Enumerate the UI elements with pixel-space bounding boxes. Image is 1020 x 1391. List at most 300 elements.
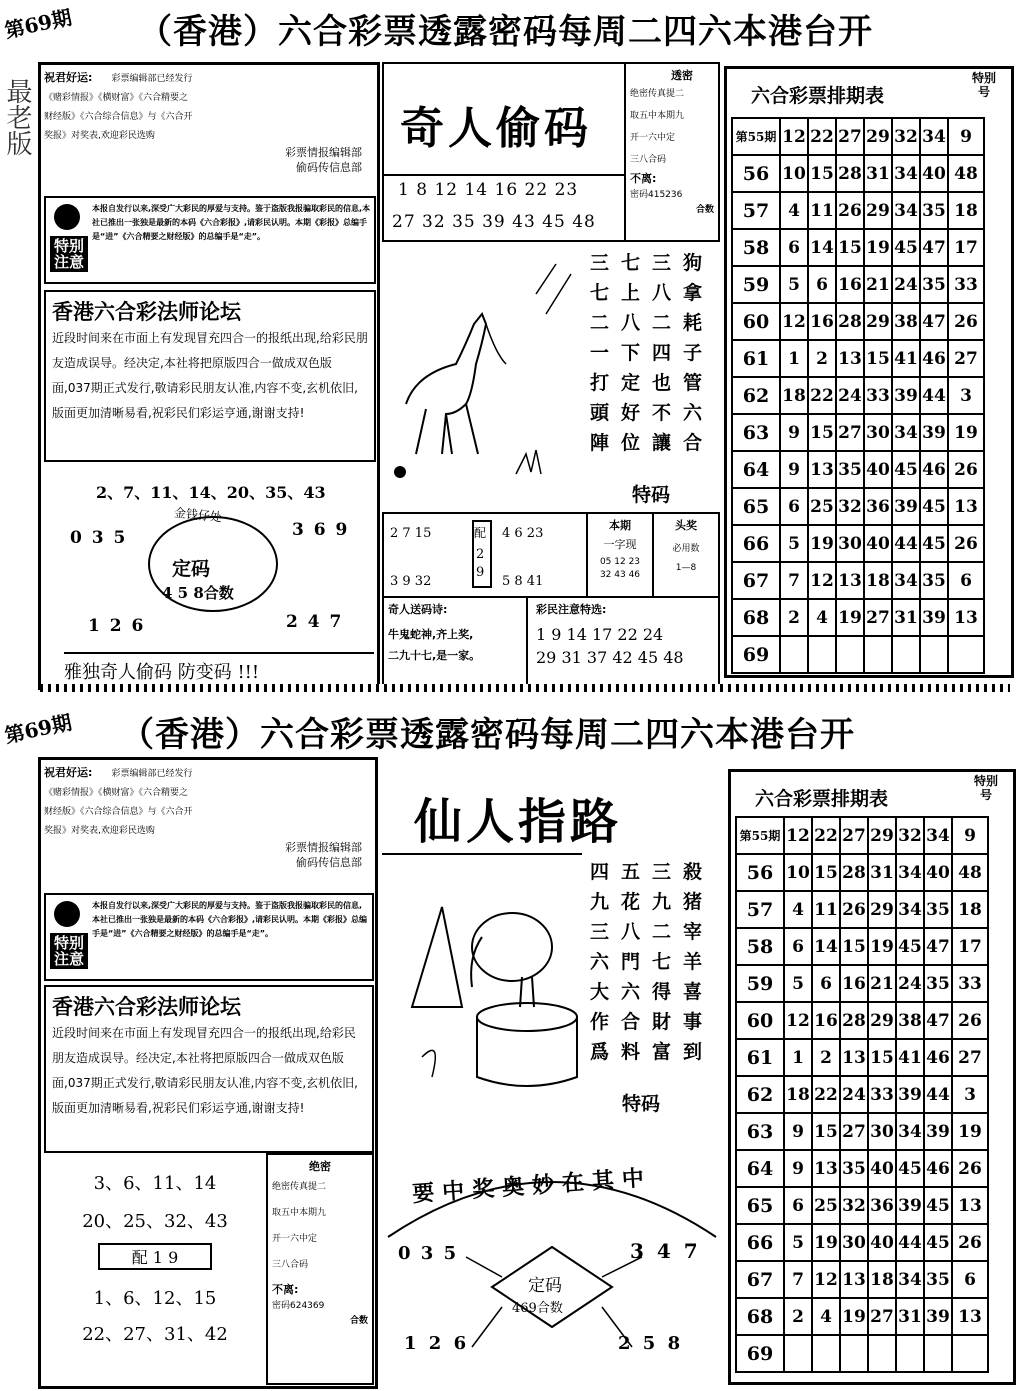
schedule-number: 33 — [868, 1076, 896, 1113]
schedule-special: 26 — [948, 451, 984, 488]
schedule-number: 4 — [808, 599, 836, 636]
schedule-row — [732, 525, 984, 562]
poem-char: 下 — [621, 342, 641, 364]
schedule-row — [736, 1039, 988, 1076]
schedule-number: 35 — [836, 451, 864, 488]
list-line: 20、25、32、43 — [82, 1211, 228, 1232]
schedule-period: 57 — [732, 192, 780, 229]
poem-columns — [590, 857, 702, 1067]
greeting-line: 彩票编辑部已经发行 — [111, 769, 193, 779]
schedule-period: 第55期 — [736, 817, 784, 854]
poem-char: 定 — [621, 372, 641, 394]
schedule-special: 17 — [948, 229, 984, 266]
schedule-special: 19 — [948, 414, 984, 451]
notice-text: 本报自发行以来,深受广大彩民的厚爱与支持。鉴于盗版我报骗取彩民的信息,本社已推出一张独是最新的本码《六合彩报》,请彩民认明。本期《彩报》总编手是“进”《六合精要之财经版》的总编手是“走”。 — [92, 901, 368, 938]
poem-char: 合 — [683, 432, 703, 454]
secret-line: 取五中本期九 — [272, 1208, 327, 1218]
poem-char: 九 — [652, 891, 672, 913]
poem-char: 位 — [621, 432, 641, 454]
schedule-number: 35 — [920, 562, 948, 599]
schedule-special: 6 — [948, 562, 984, 599]
schedule-title: 六合彩票排期表 — [755, 788, 889, 810]
schedule-number: 28 — [840, 1002, 868, 1039]
poem-char: 富 — [652, 1041, 672, 1063]
schedule-number: 39 — [920, 414, 948, 451]
forum-body: 近段时间来在市面上有发现冒充四合一的报纸出现,给彩民朋友造成误导。经决定,本社将把原版四合一做成双色版面,037期正式发行,敬请彩民朋友认准,内容不变,玄机依旧,版面更加清晰易看,祝彩民们彩运亨通,谢谢支持! — [52, 331, 368, 420]
poem-char: 六 — [590, 951, 610, 973]
schedule-period: 59 — [736, 965, 784, 1002]
schedule-row — [736, 928, 988, 965]
schedule-row — [732, 340, 984, 377]
schedule-number: 24 — [836, 377, 864, 414]
schedule-number — [896, 1335, 924, 1372]
schedule-number: 34 — [920, 118, 948, 155]
bottom-panel — [0, 695, 1020, 1390]
schedule-number: 32 — [836, 488, 864, 525]
schedule-special: 17 — [952, 928, 988, 965]
schedule-row — [736, 1335, 988, 1372]
schedule-number: 13 — [840, 1039, 868, 1076]
schedule-number: 27 — [836, 118, 864, 155]
schedule-period: 68 — [732, 599, 780, 636]
schedule-number: 25 — [812, 1187, 840, 1224]
schedule-number: 16 — [836, 266, 864, 303]
schedule-number: 18 — [780, 377, 808, 414]
schedule-number: 2 — [784, 1298, 812, 1335]
poem-char: 二 — [590, 312, 610, 334]
poem-char: 七 — [652, 951, 672, 973]
schedule-period: 62 — [732, 377, 780, 414]
poem-char: 七 — [621, 252, 641, 274]
schedule-number: 40 — [920, 155, 948, 192]
schedule-number: 33 — [864, 377, 892, 414]
secret-code: 密码415236 — [630, 190, 683, 200]
schedule-special: 26 — [952, 1150, 988, 1187]
tema-label: 特码 — [622, 1093, 661, 1115]
poem-char: 陣 — [590, 432, 610, 454]
greeting-line: 彩票编辑部已经发行 — [111, 74, 193, 84]
schedule-table — [731, 117, 985, 674]
oval-right-top: 3 6 9 — [292, 520, 350, 540]
poem-col-3 — [683, 857, 702, 1067]
schedule-special: 9 — [948, 118, 984, 155]
schedule-row — [732, 451, 984, 488]
secret-heshu: 合数 — [349, 1316, 368, 1326]
greeting-sign: 偷码传信息部 — [296, 161, 362, 174]
poem-columns — [590, 248, 702, 458]
schedule-period: 63 — [736, 1113, 784, 1150]
schedule-special: 33 — [948, 266, 984, 303]
greeting-box — [44, 761, 374, 889]
illustration-area — [382, 857, 722, 1147]
list-pei: 配 1 9 — [98, 1243, 212, 1270]
schedule-number: 31 — [864, 155, 892, 192]
schedule-number: 4 — [780, 192, 808, 229]
schedule-number: 1 — [784, 1039, 812, 1076]
poem-char: 上 — [621, 282, 641, 304]
schedule-number: 14 — [808, 229, 836, 266]
schedule-number: 26 — [836, 192, 864, 229]
notice-box — [44, 196, 376, 284]
schedule-special: 13 — [952, 1298, 988, 1335]
poem-char: 八 — [621, 312, 641, 334]
schedule-number: 41 — [896, 1039, 924, 1076]
forum-box — [44, 985, 374, 1153]
schedule-number: 6 — [808, 266, 836, 303]
poem-char: 殺 — [683, 861, 703, 883]
slogan: 雅独奇人偷码 防变码 !!! — [64, 652, 374, 684]
bomb-icon — [54, 204, 80, 230]
schedule-number — [836, 636, 864, 673]
schedule-number: 16 — [808, 303, 836, 340]
schedule-row — [736, 1224, 988, 1261]
schedule-special: 18 — [952, 891, 988, 928]
schedule-number: 15 — [864, 340, 892, 377]
schedule-period: 63 — [732, 414, 780, 451]
arc-text: 要中奖奥妙在其中 — [411, 1164, 653, 1208]
schedule-number: 6 — [812, 965, 840, 1002]
schedule-number: 15 — [868, 1039, 896, 1076]
schedule-period: 69 — [732, 636, 780, 673]
schedule-number: 14 — [812, 928, 840, 965]
schedule-number: 25 — [808, 488, 836, 525]
schedule-number: 7 — [780, 562, 808, 599]
poem-char: 大 — [590, 981, 610, 1003]
schedule-period: 65 — [732, 488, 780, 525]
qiren-poem-line: 牛鬼蛇神,齐上奖, — [388, 628, 474, 641]
poem-col-3 — [683, 248, 702, 458]
side-label: 最老版 — [2, 78, 32, 156]
secret-box — [624, 62, 720, 242]
poem-char: 狗 — [683, 252, 703, 274]
grid-mid-top: 配 — [474, 526, 487, 540]
bomb-icon — [54, 901, 80, 927]
schedule-number: 2 — [780, 599, 808, 636]
poem-char: 管 — [683, 372, 703, 394]
schedule-row — [736, 1298, 988, 1335]
oval-top-numbers: 2、7、11、14、20、35、43 — [96, 483, 326, 502]
schedule-number: 27 — [836, 414, 864, 451]
list-line: 1、6、12、15 — [93, 1288, 217, 1309]
grid-right-bottom: 5 8 41 — [502, 574, 544, 589]
schedule-period: 67 — [736, 1261, 784, 1298]
schedule-number: 46 — [920, 451, 948, 488]
schedule-number: 34 — [892, 192, 920, 229]
poem-char: 耗 — [683, 312, 703, 334]
schedule-number: 35 — [920, 266, 948, 303]
schedule-period: 60 — [732, 303, 780, 340]
poem-char: 三 — [652, 861, 672, 883]
benqi-title: 本期 — [609, 519, 631, 532]
grid-right-top: 4 6 23 — [502, 526, 544, 541]
schedule-number: 9 — [780, 451, 808, 488]
schedule-number: 11 — [812, 891, 840, 928]
toujiang-title: 头奖 — [675, 519, 697, 532]
oval-center-sum: 4 5 8合数 — [162, 584, 234, 602]
secret-line: 开一六中定 — [272, 1234, 318, 1244]
schedule-special-header: 特别号 — [971, 71, 996, 99]
oval-area — [44, 466, 376, 642]
diamond-center-sum: 469合数 — [512, 1301, 563, 1316]
schedule-number: 47 — [920, 229, 948, 266]
headline: （香港）六合彩票透露密码每周二四六本港台开 — [138, 12, 873, 52]
schedule-number: 31 — [868, 854, 896, 891]
forum-title: 香港六合彩法师论坛 — [52, 995, 241, 1019]
crane-illustration — [402, 877, 582, 1097]
poem-char: 料 — [621, 1041, 641, 1063]
oval-center-title: 定码 — [172, 558, 211, 580]
schedule-period: 56 — [732, 155, 780, 192]
schedule-number: 32 — [892, 118, 920, 155]
schedule-number: 21 — [864, 266, 892, 303]
schedule-number: 5 — [780, 266, 808, 303]
schedule-number: 9 — [784, 1150, 812, 1187]
schedule-row — [736, 965, 988, 1002]
schedule-row — [736, 891, 988, 928]
schedule-number: 45 — [920, 488, 948, 525]
schedule-special-header: 特别号 — [973, 774, 998, 802]
schedule-number: 38 — [896, 1002, 924, 1039]
schedule-number: 27 — [868, 1298, 896, 1335]
schedule-number: 39 — [896, 1076, 924, 1113]
schedule-special: 33 — [952, 965, 988, 1002]
schedule-number: 13 — [840, 1261, 868, 1298]
schedule-number: 35 — [924, 1261, 952, 1298]
schedule-number: 4 — [812, 1298, 840, 1335]
schedule-number: 44 — [920, 377, 948, 414]
notice-text: 本报自发行以来,深受广大彩民的厚爱与支持。鉴于盗版我报骗取彩民的信息,本社已推出一张独是最新的本码《六合彩报》,请彩民认明。本期《彩报》总编手是“进”《六合精要之财经版》的总编手是“走”。 — [92, 204, 371, 241]
schedule-number: 35 — [840, 1150, 868, 1187]
schedule-number: 39 — [924, 1298, 952, 1335]
schedule-number — [868, 1335, 896, 1372]
poem-char: 到 — [683, 1041, 703, 1063]
caimin-line: 29 31 37 42 45 48 — [536, 648, 684, 667]
schedule-period: 62 — [736, 1076, 784, 1113]
schedule-number: 29 — [868, 817, 896, 854]
poem-col-2 — [652, 857, 671, 1067]
schedule-number: 30 — [868, 1113, 896, 1150]
schedule-number: 12 — [784, 817, 812, 854]
schedule-number: 22 — [808, 118, 836, 155]
schedule-number: 35 — [924, 891, 952, 928]
schedule-number: 15 — [808, 155, 836, 192]
poem-char: 六 — [621, 981, 641, 1003]
toujiang-box — [652, 512, 720, 598]
schedule-number: 5 — [784, 1224, 812, 1261]
schedule-number: 24 — [896, 965, 924, 1002]
schedule-number: 2 — [812, 1039, 840, 1076]
schedule-number: 15 — [840, 928, 868, 965]
schedule-number: 16 — [840, 965, 868, 1002]
schedule-period: 64 — [732, 451, 780, 488]
schedule-number: 2 — [808, 340, 836, 377]
schedule-number: 13 — [812, 1150, 840, 1187]
poem-char: 五 — [621, 861, 641, 883]
schedule-number: 40 — [868, 1224, 896, 1261]
poem-col-1 — [621, 857, 640, 1067]
schedule-special: 26 — [952, 1002, 988, 1039]
schedule-number: 41 — [892, 340, 920, 377]
schedule-period: 60 — [736, 1002, 784, 1039]
schedule-number: 24 — [892, 266, 920, 303]
schedule-number: 31 — [892, 599, 920, 636]
schedule-number: 19 — [812, 1224, 840, 1261]
schedule-number: 28 — [836, 303, 864, 340]
caimin-title: 彩民注意特选: — [536, 603, 607, 616]
schedule-period: 64 — [736, 1150, 784, 1187]
schedule-number: 44 — [892, 525, 920, 562]
schedule-row — [736, 1261, 988, 1298]
diamond-right-top: 3 4 7 — [630, 1239, 701, 1263]
poem-char: 八 — [652, 282, 672, 304]
schedule-number: 19 — [840, 1298, 868, 1335]
title-box — [382, 759, 722, 855]
schedule-number: 12 — [784, 1002, 812, 1039]
schedule-special: 13 — [948, 488, 984, 525]
schedule-number: 32 — [840, 1187, 868, 1224]
schedule-row — [736, 1187, 988, 1224]
tema-label: 特码 — [632, 484, 671, 506]
oval-left-top: 0 3 5 — [70, 528, 128, 548]
schedule-number: 18 — [864, 562, 892, 599]
title-box — [382, 62, 626, 242]
schedule-special: 19 — [952, 1113, 988, 1150]
schedule-special: 13 — [948, 599, 984, 636]
top-panel — [0, 0, 1020, 695]
schedule-special — [948, 636, 984, 673]
poem-col-0 — [590, 248, 609, 458]
poem-char: 羊 — [683, 951, 703, 973]
schedule-number: 28 — [840, 854, 868, 891]
schedule-row — [736, 854, 988, 891]
schedule-number: 19 — [868, 928, 896, 965]
schedule-number: 10 — [784, 854, 812, 891]
schedule-number — [784, 1335, 812, 1372]
schedule-row — [736, 1113, 988, 1150]
poem-char: 花 — [621, 891, 641, 913]
poem-char: 一 — [590, 342, 610, 364]
schedule-title: 六合彩票排期表 — [751, 85, 885, 107]
poem-char: 不 — [652, 402, 672, 424]
schedule-number: 15 — [812, 854, 840, 891]
schedule-period: 67 — [732, 562, 780, 599]
secret-line: 绝密传真提二 — [630, 89, 685, 99]
schedule-number: 39 — [920, 599, 948, 636]
schedule-number: 46 — [920, 340, 948, 377]
schedule-special: 18 — [948, 192, 984, 229]
schedule-number: 40 — [868, 1150, 896, 1187]
notice-box — [44, 893, 374, 981]
secret-line: 开一六中定 — [630, 133, 676, 143]
schedule-table — [735, 816, 989, 1373]
diamond-left-bottom: 1 2 6 — [404, 1333, 470, 1354]
schedule-row — [732, 229, 984, 266]
poem-char: 六 — [683, 402, 703, 424]
schedule-number: 27 — [840, 1113, 868, 1150]
poem-char: 財 — [652, 1011, 672, 1033]
qiren-poem-title: 奇人送码诗: — [388, 603, 448, 616]
schedule-row — [732, 414, 984, 451]
schedule-number: 44 — [924, 1076, 952, 1113]
schedule-number: 1 — [780, 340, 808, 377]
schedule-row — [736, 817, 988, 854]
schedule-number: 9 — [780, 414, 808, 451]
list-line: 22、27、31、42 — [82, 1324, 228, 1345]
poem-char: 合 — [621, 1011, 641, 1033]
schedule-number: 12 — [812, 1261, 840, 1298]
schedule-number: 19 — [836, 599, 864, 636]
schedule-number: 29 — [868, 891, 896, 928]
forum-body: 近段时间来在市面上有发现冒充四合一的报纸出现,给彩民朋友造成误导。经决定,本社将把原版四合一做成双色版面,037期正式发行,敬请彩民朋友认准,内容不变,玄机依旧,版面更加清晰易看,祝彩民们彩运亨通,谢谢支持! — [52, 1026, 358, 1115]
schedule-number: 40 — [864, 525, 892, 562]
schedule-number: 28 — [836, 155, 864, 192]
secret-line: 三八合码 — [272, 1260, 309, 1270]
schedule-box — [724, 66, 1014, 678]
forum-box — [44, 290, 376, 462]
list-line: 3、6、11、14 — [93, 1173, 217, 1194]
schedule-row — [732, 118, 984, 155]
poem-col-0 — [590, 857, 609, 1067]
forum-title: 香港六合彩法师论坛 — [52, 300, 241, 324]
schedule-number: 19 — [864, 229, 892, 266]
schedule-number — [808, 636, 836, 673]
poem-char: 得 — [652, 981, 672, 1003]
poem-char: 作 — [590, 1011, 610, 1033]
secret-line: 三八合码 — [630, 155, 667, 165]
schedule-row — [736, 1150, 988, 1187]
schedule-number: 39 — [896, 1187, 924, 1224]
schedule-number: 12 — [808, 562, 836, 599]
schedule-number: 12 — [780, 303, 808, 340]
schedule-number: 30 — [840, 1224, 868, 1261]
schedule-number: 29 — [864, 303, 892, 340]
grid-left-top: 2 7 15 — [390, 526, 432, 541]
poem-col-1 — [621, 248, 640, 458]
poem-char: 二 — [652, 312, 672, 334]
schedule-period: 68 — [736, 1298, 784, 1335]
oval-arc-text: 金钱仔处 — [173, 505, 223, 525]
benqi-box — [586, 512, 654, 598]
poem-char: 事 — [683, 1011, 703, 1033]
schedule-row — [732, 377, 984, 414]
oval-left-bottom: 1 2 6 — [88, 616, 146, 636]
schedule-row — [732, 488, 984, 525]
schedule-number: 15 — [808, 414, 836, 451]
greeting-title: 祝君好运: — [44, 71, 93, 84]
issue-label: 第69期 — [2, 5, 74, 43]
poem-char: 拿 — [683, 282, 703, 304]
poem-char: 三 — [590, 252, 610, 274]
schedule-period: 56 — [736, 854, 784, 891]
schedule-number: 40 — [864, 451, 892, 488]
schedule-special: 13 — [952, 1187, 988, 1224]
schedule-period: 59 — [732, 266, 780, 303]
schedule-number: 32 — [896, 817, 924, 854]
greeting-line: 《赌彩情报》《横财富》《六合精要之 — [44, 788, 189, 798]
poem-char: 子 — [683, 342, 703, 364]
schedule-number: 46 — [924, 1039, 952, 1076]
schedule-number: 30 — [864, 414, 892, 451]
schedule-number: 47 — [924, 1002, 952, 1039]
schedule-special — [952, 1335, 988, 1372]
schedule-number: 31 — [896, 1298, 924, 1335]
schedule-number — [920, 636, 948, 673]
schedule-number: 15 — [836, 229, 864, 266]
schedule-period: 61 — [736, 1039, 784, 1076]
diamond-center-title: 定码 — [528, 1276, 562, 1296]
schedule-number: 29 — [868, 1002, 896, 1039]
secret-heshu: 合数 — [695, 205, 714, 215]
